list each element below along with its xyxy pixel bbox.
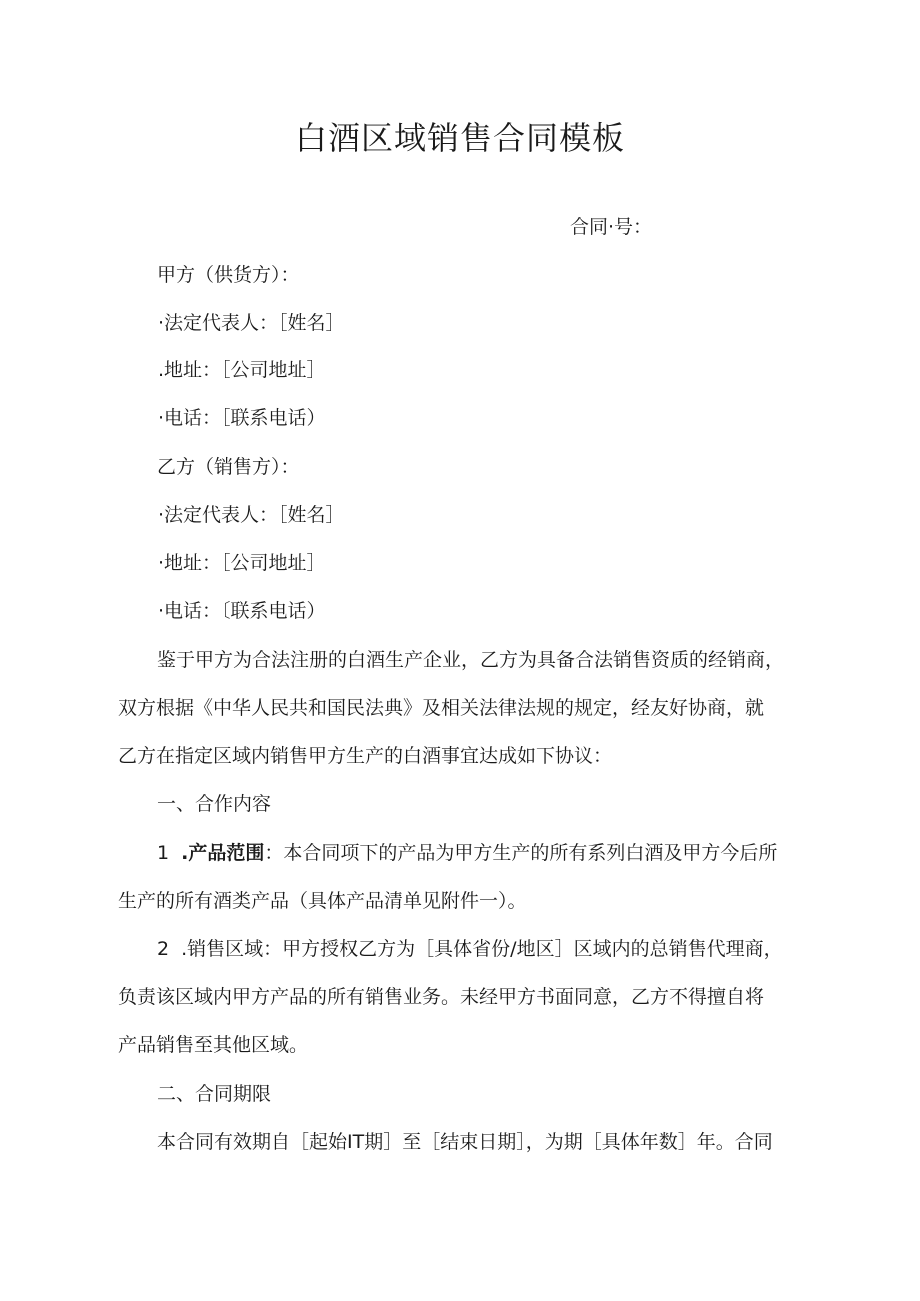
section-1-item-1-line-1 bbox=[157, 840, 777, 866]
preamble-line-2: 双方根据《中华人民共和国民法典》及相关法律法规的规定，经友好协商，就 bbox=[118, 697, 765, 719]
party-b-phone: ·电话：〔联系电话） bbox=[158, 600, 326, 622]
item-2-number: 2 bbox=[157, 938, 170, 960]
item-1-text: ：本合同项下的产品为甲方生产的所有系列白酒及甲方今后所 bbox=[264, 842, 778, 864]
document-title: 白酒区域销售合同模板 bbox=[294, 119, 625, 157]
party-b-address: ·地址：［公司地址］ bbox=[158, 552, 326, 574]
party-a-phone: ·电话：［联系电话） bbox=[158, 407, 326, 429]
contract-number-label: 合同·号： bbox=[570, 216, 653, 238]
section-1-item-2-line-2: 负责该区域内甲方产品的所有销售业务。未经甲方书面同意，乙方不得擅自将 bbox=[118, 986, 765, 1008]
party-b-representative: ·法定代表人：［姓名］ bbox=[158, 504, 345, 526]
preamble-line-1: 鉴于甲方为合法注册的白酒生产企业，乙方为具备合法销售资质的经销商， bbox=[157, 649, 785, 671]
item-1-number: 1 bbox=[157, 842, 170, 864]
party-a-representative: ·法定代表人：［姓名］ bbox=[158, 312, 345, 334]
party-b-heading: 乙方（销售方）： bbox=[157, 456, 300, 478]
preamble-line-3: 乙方在指定区域内销售甲方生产的白酒事宜达成如下协议： bbox=[118, 745, 613, 767]
section-2-line-1: 本合同有效期自［起始IT期］至［结束日期］，为期［具体年数］年。合同 bbox=[157, 1131, 773, 1153]
item-2-text: .销售区域：甲方授权乙方为［具体省份/地区］区域内的总销售代理商， bbox=[181, 938, 783, 960]
section-1-heading: 一、合作内容 bbox=[157, 793, 272, 815]
section-1-item-2-line-3: 产品销售至其他区域。 bbox=[118, 1034, 309, 1056]
item-1-label: .产品范围 bbox=[181, 842, 265, 864]
section-1-item-1-line-2: 生产的所有酒类产品（具体产品清单见附件一）。 bbox=[118, 890, 527, 912]
party-a-address: .地址：［公司地址］ bbox=[158, 359, 326, 381]
section-1-item-2-line-1 bbox=[157, 936, 783, 962]
section-2-heading: 二、合同期限 bbox=[157, 1083, 272, 1105]
party-a-heading: 甲方（供货方）： bbox=[157, 264, 300, 286]
